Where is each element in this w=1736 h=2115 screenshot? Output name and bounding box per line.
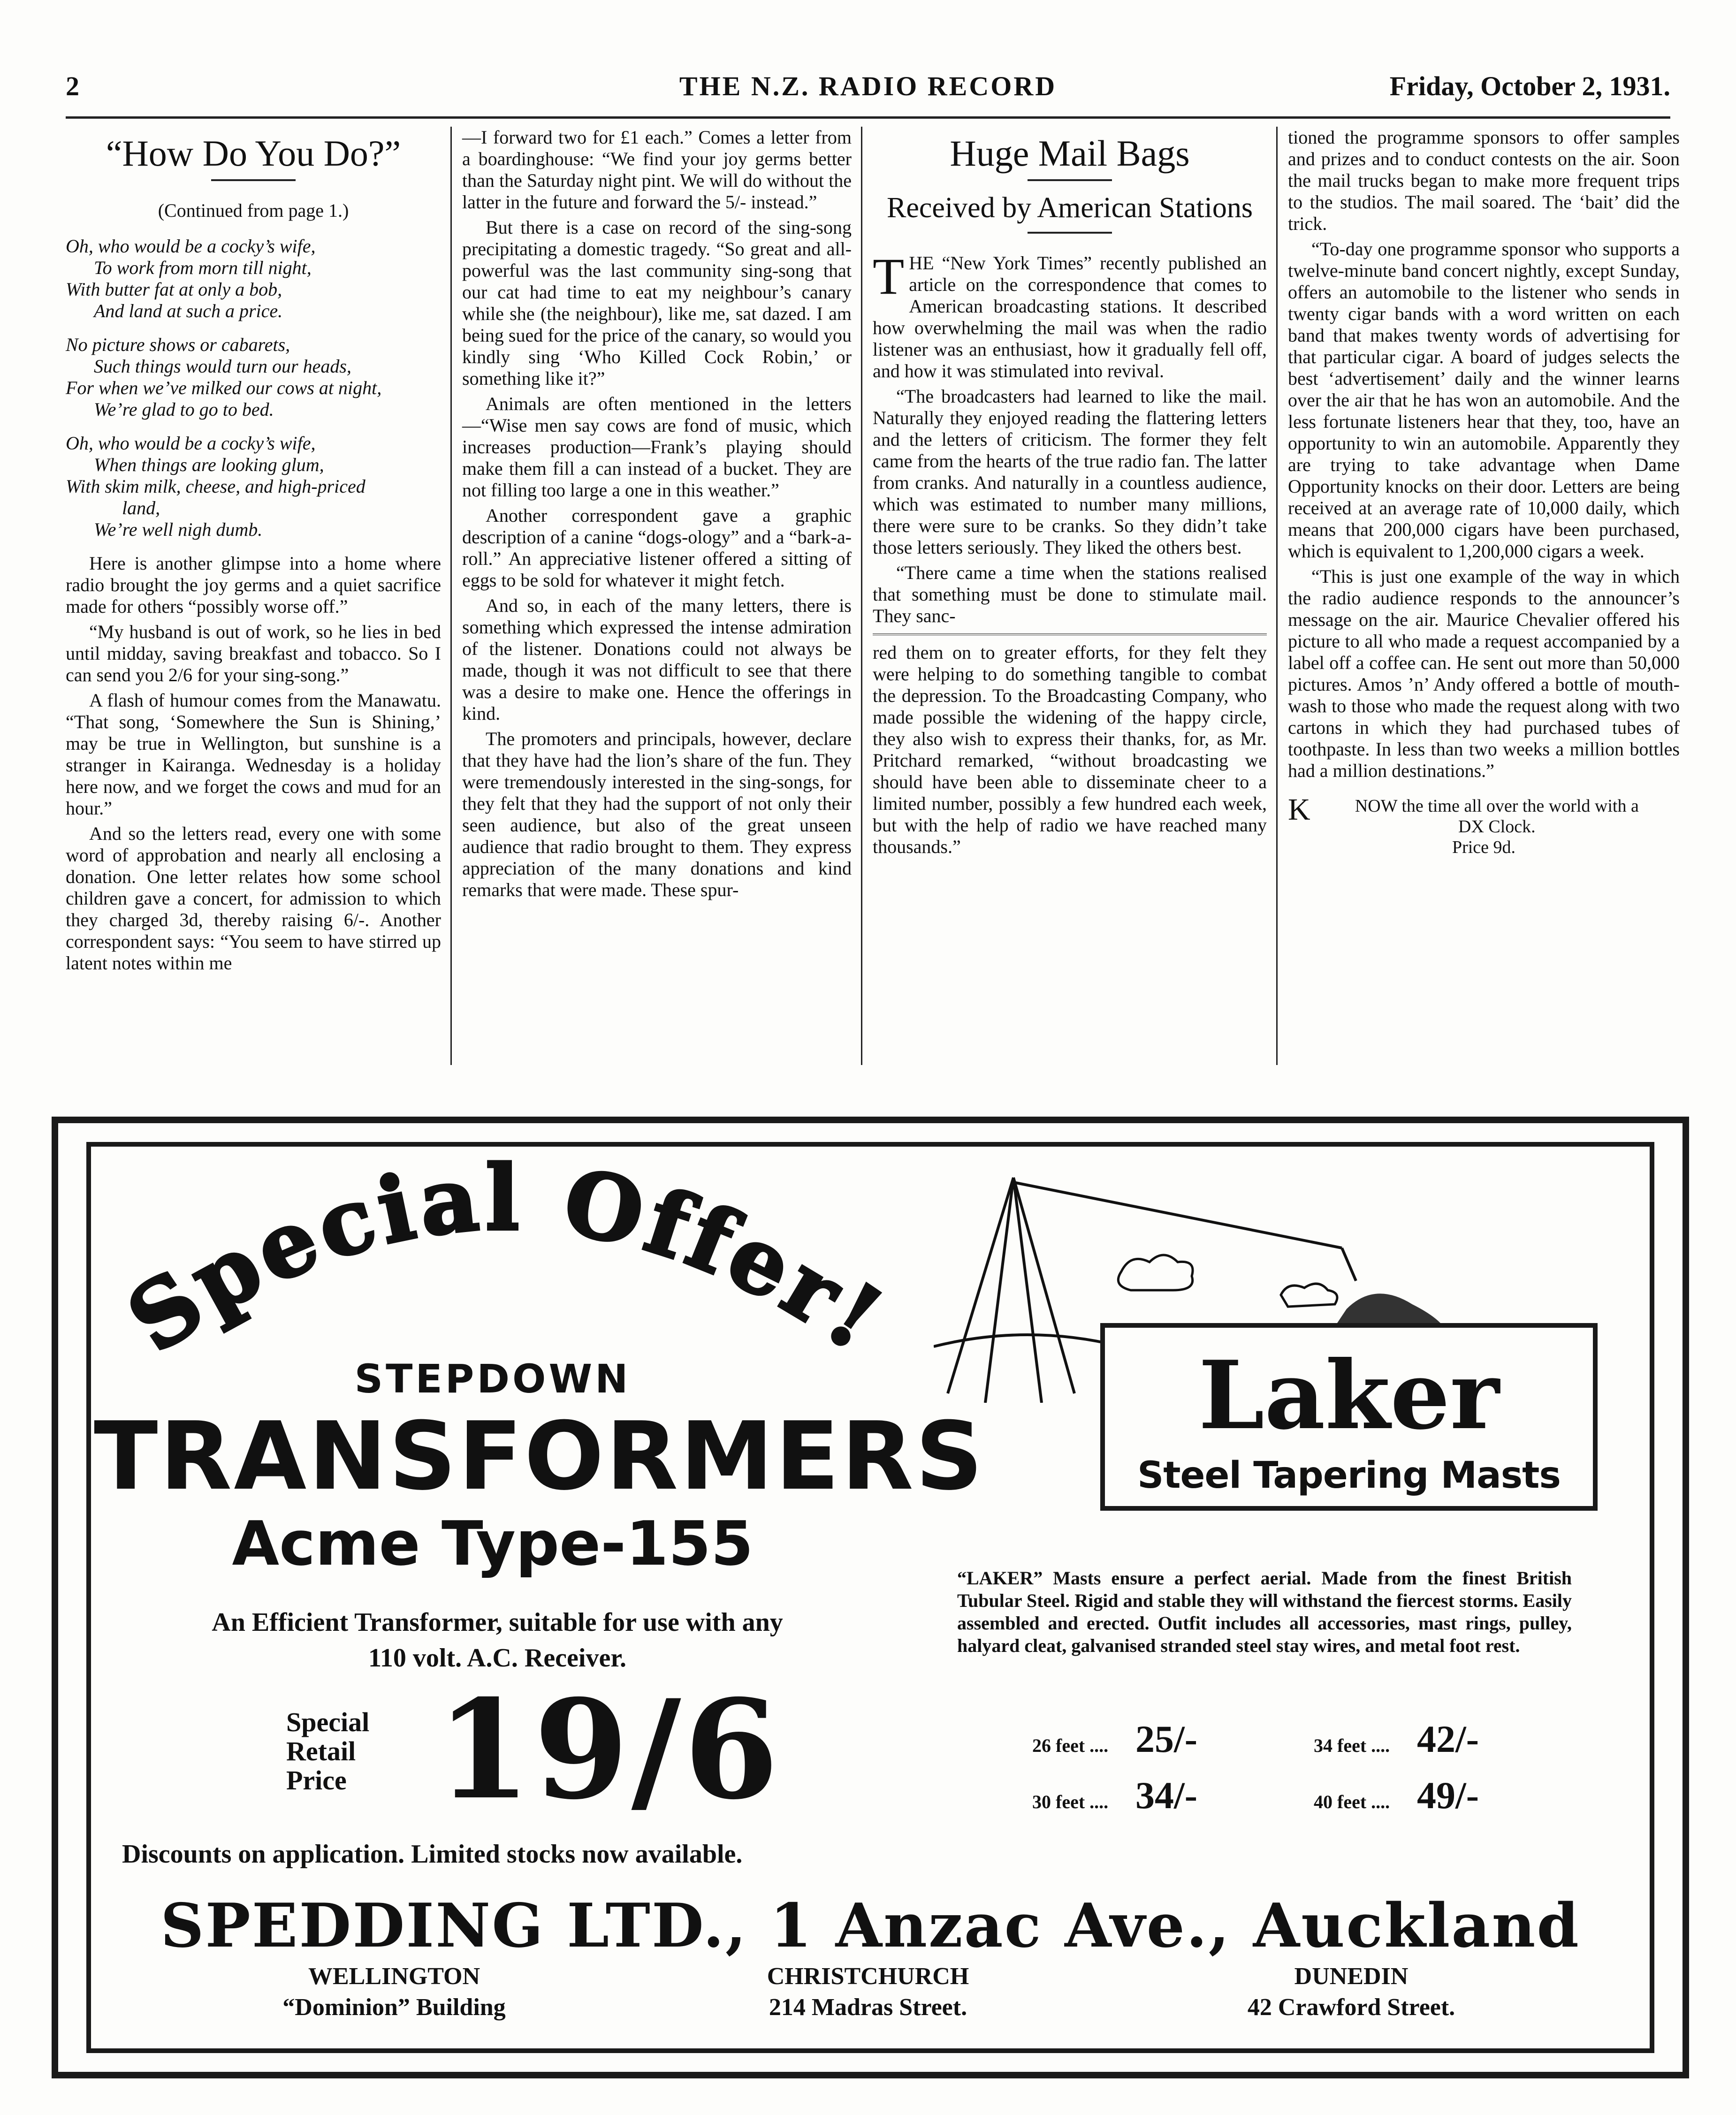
article-paragraph: But there is a case on record of the sing-song precipitating a domestic tragedy. “So great and all-powerful was the last community sing-song that our cat had time to eat my neighbour’s canary while she (the neighbour), like me, sat dazed. I am being sued for the price of the canary, so would you kindly sing ‘Who Killed Cock Robin,’ or something like it?” bbox=[462, 217, 852, 389]
mast-length: 40 feet .... bbox=[1314, 1791, 1390, 1812]
mast-price: 49/- bbox=[1417, 1774, 1479, 1817]
price-item bbox=[1032, 1717, 1314, 1761]
verse-line: And land at such a price. bbox=[94, 300, 283, 321]
notice-product: DX Clock. bbox=[1458, 817, 1536, 837]
branch-christchurch bbox=[718, 1961, 1018, 2023]
article-headline: Huge Mail Bags bbox=[950, 133, 1190, 174]
verse-line: No picture shows or cabarets, bbox=[66, 334, 290, 355]
column-break-rule bbox=[873, 633, 1267, 635]
mast-price: 34/- bbox=[1135, 1774, 1198, 1817]
article-paragraph: Another correspondent gave a graphic description of a canine “dogs-ology” and a “bark-a-roll.” An appreciative listener offered a sitting of eggs to be sold for whatever it might fetch. bbox=[462, 505, 852, 591]
column-divider bbox=[450, 127, 452, 1065]
stepdown-label: STEPDOWN bbox=[354, 1356, 631, 1402]
description-line: 110 volt. A.C. Receiver. bbox=[368, 1643, 627, 1673]
article-column-4 bbox=[1288, 127, 1680, 858]
srp-line: Special bbox=[286, 1707, 370, 1737]
article-paragraph: Here is another glimpse into a home where radio brought the joy germs and a quiet sacrifice made for others “possibly worse off.” bbox=[66, 553, 441, 617]
article-paragraph: tioned the programme sponsors to offer samples and prizes and to conduct contests on the air. Soon the mail trucks began to make more frequent trips to the studios. The mail soared. The ‘bait’ did the trick. bbox=[1288, 127, 1680, 234]
verse-line: Oh, who would be a cocky’s wife, bbox=[66, 236, 316, 257]
transformer-price: 19/6 bbox=[436, 1670, 782, 1830]
article-paragraph: red them on to greater efforts, for they felt they were helping to do something tangible to combat the depression. To the Broadcasting Company, who made possible the widening of the happy circle, they also wish to express their thanks, for, as Mr. Pritchard remarked, “without broadcasting we should have been able to disseminate cheer to a limited number, possibly a few hundred each week, but with the help of radio we have reached many thousands.” bbox=[873, 642, 1267, 857]
verse-line: With butter fat at only a bob, bbox=[66, 279, 282, 300]
laker-title: Laker bbox=[1198, 1340, 1500, 1451]
verse-line: We’re well nigh dumb. bbox=[94, 519, 263, 540]
description-line: An Efficient Transformer, suitable for use with any bbox=[212, 1608, 783, 1637]
article-paragraph: “My husband is out of work, so he lies in bed until midday, saving breakfast and tobacco. So I can send you 2/6 for your sing-song.” bbox=[66, 621, 441, 685]
verse-line: When things are looking glum, bbox=[94, 454, 324, 475]
price-item bbox=[1314, 1717, 1595, 1761]
verse-line: land, bbox=[122, 497, 160, 518]
dx-clock-notice bbox=[1288, 792, 1680, 858]
verse-line: We’re glad to go to bed. bbox=[94, 399, 274, 420]
discounts-note: Discounts on application. Limited stocks now available. bbox=[122, 1840, 743, 1869]
laker-subtitle: Steel Tapering Masts bbox=[1137, 1454, 1561, 1497]
verse-line: Oh, who would be a cocky’s wife, bbox=[66, 433, 316, 454]
article-paragraph: A flash of humour comes from the Manawatu. “That song, ‘Somewhere the Sun is Shining,’ may be true in Wellington, but sunshine is a stranger in Kairanga. Wednesday is a holiday here now, and we forget the cows and mud for an hour.” bbox=[66, 690, 441, 819]
special-retail-price-label bbox=[286, 1708, 408, 1795]
mast-price: 42/- bbox=[1417, 1718, 1479, 1760]
subhead-rule bbox=[1028, 232, 1112, 234]
article-paragraph: Animals are often mentioned in the letters—“Wise men say cows are fond of music, which increases production—Frank’s playing should make them fill a can instead of a bucket. They are not filling too large a one in this weather.” bbox=[462, 393, 852, 501]
mast-length: 34 feet .... bbox=[1314, 1735, 1390, 1756]
price-row bbox=[1032, 1773, 1595, 1830]
publication-title: THE N.Z. RADIO RECORD bbox=[679, 71, 1057, 101]
article-paragraph bbox=[873, 248, 1267, 382]
article-paragraph: And so the letters read, every one with some word of approbation and nearly all enclosing a donation. One letter relates how some school children gave a concert, for admission to which they charged 3d, thereby raising 6/-. Another correspondent says: “You seem to have stirred up latent notes within me bbox=[66, 823, 441, 974]
transformers-label: TRANSFORMERS bbox=[94, 1402, 985, 1511]
article-paragraph: —I forward two for £1 each.” Comes a letter from a boardinghouse: “We find your joy germs better than the Saturday night pint. We will do without the latter in the future and forward the 5/- instead.” bbox=[462, 127, 852, 213]
verse-line: To work from morn till night, bbox=[94, 257, 312, 278]
branch-address: 214 Madras Street. bbox=[769, 1994, 967, 2021]
drop-cap: T bbox=[873, 248, 905, 305]
laker-brand-box bbox=[1100, 1323, 1598, 1511]
page-header bbox=[66, 70, 1670, 113]
srp-line: Retail bbox=[286, 1736, 356, 1766]
mast-length: 26 feet .... bbox=[1032, 1735, 1109, 1756]
srp-line: Price bbox=[286, 1765, 347, 1795]
article-column-3 bbox=[873, 127, 1267, 861]
verse-line: For when we’ve milked our cows at night, bbox=[66, 377, 382, 398]
verse-line: With skim milk, cheese, and high-priced bbox=[66, 476, 365, 497]
branch-wellington bbox=[244, 1961, 544, 2023]
column-divider bbox=[1276, 127, 1278, 1065]
mast-length: 30 feet .... bbox=[1032, 1791, 1109, 1812]
price-item bbox=[1032, 1773, 1314, 1818]
article-paragraph: And so, in each of the many letters, there is something which expressed the intense admiration of the listener. Donations could not always be made, though it was not difficult to see that there was a desire to make one. Hence the offerings in kind. bbox=[462, 595, 852, 724]
poem-stanza-1 bbox=[66, 236, 441, 322]
article-subhead: Received by American Stations bbox=[887, 192, 1253, 224]
special-offer-banner bbox=[122, 1154, 882, 1375]
poem-stanza-2 bbox=[66, 334, 441, 420]
transformer-description bbox=[113, 1605, 882, 1676]
spedding-address-banner: SPEDDING LTD., 1 Anzac Ave., Auckland bbox=[160, 1891, 1580, 1961]
price-item bbox=[1314, 1773, 1595, 1818]
article-paragraph: The promoters and principals, however, declare that they have had the lion’s share of the fun. They were tremendously interested in the sing-songs, for they felt that they had the support of not only their seen audience, but also of the great unseen audience that radio brought to them. They express appreciation of the many donations and kind remarks that were made. These spur- bbox=[462, 728, 852, 900]
article-paragraph: “There came a time when the stations realised that something must be done to stimulate mail. They sanc- bbox=[873, 562, 1267, 626]
special-offer-arc bbox=[122, 1154, 882, 1375]
column-divider bbox=[861, 127, 862, 1065]
drop-cap: K bbox=[1288, 792, 1310, 827]
continued-note: (Continued from page 1.) bbox=[158, 200, 349, 221]
branch-address: 42 Crawford Street. bbox=[1247, 1994, 1455, 2021]
acme-type-label: Acme Type-155 bbox=[232, 1508, 754, 1579]
svg-text:Special Offer! bbox=[122, 1154, 882, 1373]
branch-city: DUNEDIN bbox=[1294, 1963, 1409, 1990]
verse-line: Such things would turn our heads, bbox=[94, 356, 351, 377]
mast-price: 25/- bbox=[1135, 1718, 1198, 1760]
article-paragraph: “The broadcasters had learned to like the mail. Naturally they enjoyed reading the flattering letters and the letters of criticism. The former they felt came from the hearts of the true radio fan. The latter from cranks. And naturally in a countless audience, which was estimated to number many millions, there were sure to be cranks. So they didn’t take those letters seriously. They liked the others best. bbox=[873, 386, 1267, 558]
article-column-2 bbox=[462, 127, 852, 905]
notice-text: NOW the time all over the world with a bbox=[1355, 796, 1639, 816]
notice-price: Price 9d. bbox=[1452, 837, 1516, 857]
headline-rule bbox=[211, 179, 296, 181]
branch-address: “Dominion” Building bbox=[282, 1994, 506, 2021]
article-headline: “How Do You Do?” bbox=[106, 133, 401, 174]
issue-date: Friday, October 2, 1931. bbox=[1389, 71, 1670, 101]
header-rule bbox=[66, 116, 1670, 119]
branch-city: WELLINGTON bbox=[308, 1963, 480, 1990]
paragraph-text: HE “New York Times” recently published an article on the correspondence that comes to American broadcasting stations. It described how overwhelming the mail was when the radio listener was an enthusiast, how it gradually fell off, and how it was stimulated into revival. bbox=[873, 252, 1267, 381]
article-paragraph: “To-day one programme sponsor who supports a twelve-minute band concert nightly, except Sunday, offers an automobile to the listener who sends in twenty cigar bands with a word written on each band that makes twenty words of advertising for that particular cigar. A board of judges selects the best ‘advertisement’ daily and the winner learns over the air that he has won an automobile. And the less fortunate listeners hear that they, too, have an opportunity to win an automobile. Apparently they are trying to take advantage when Dame Opportunity knocks on their door. Letters are being received at an average rate of 10,000 daily, which means that 200,000 cigars have been purchased, which is equivalent to 1,200,000 cigars a week. bbox=[1288, 238, 1680, 562]
laker-description: “LAKER” Masts ensure a perfect aerial. Made from the finest British Tubular Steel. Rigid and stable they will withstand the fiercest storms. Easily assembled and erected. Outfit includes all accessories, mast rings, pulley, halyard cleat, galvanised stranded steel stay wires, and metal foot rest. bbox=[957, 1567, 1572, 1656]
special-offer-text: pecial Offer bbox=[173, 1154, 864, 1349]
headline-rule bbox=[1028, 179, 1112, 181]
article-paragraph: “This is just one example of the way in which the radio audience responds to the announcer’s message on the air. Maurice Chevalier offered his picture to all who made a request accompanied by a label off a coffee can. He sent out more than 50,000 pictures. Amos ’n’ Andy offered a bottle of mouth-wash to those who made the request along with two cartons in which they had purchased tubes of toothpaste. In less than two weeks a million bottles had a million destinations.” bbox=[1288, 566, 1680, 781]
page-number: 2 bbox=[66, 71, 79, 101]
branch-city: CHRISTCHURCH bbox=[767, 1963, 969, 1990]
branch-dunedin bbox=[1201, 1961, 1501, 2023]
mast-price-list bbox=[1032, 1717, 1595, 1830]
poem-stanza-3 bbox=[66, 433, 441, 540]
article-column-1 bbox=[66, 127, 441, 978]
price-row bbox=[1032, 1717, 1595, 1773]
